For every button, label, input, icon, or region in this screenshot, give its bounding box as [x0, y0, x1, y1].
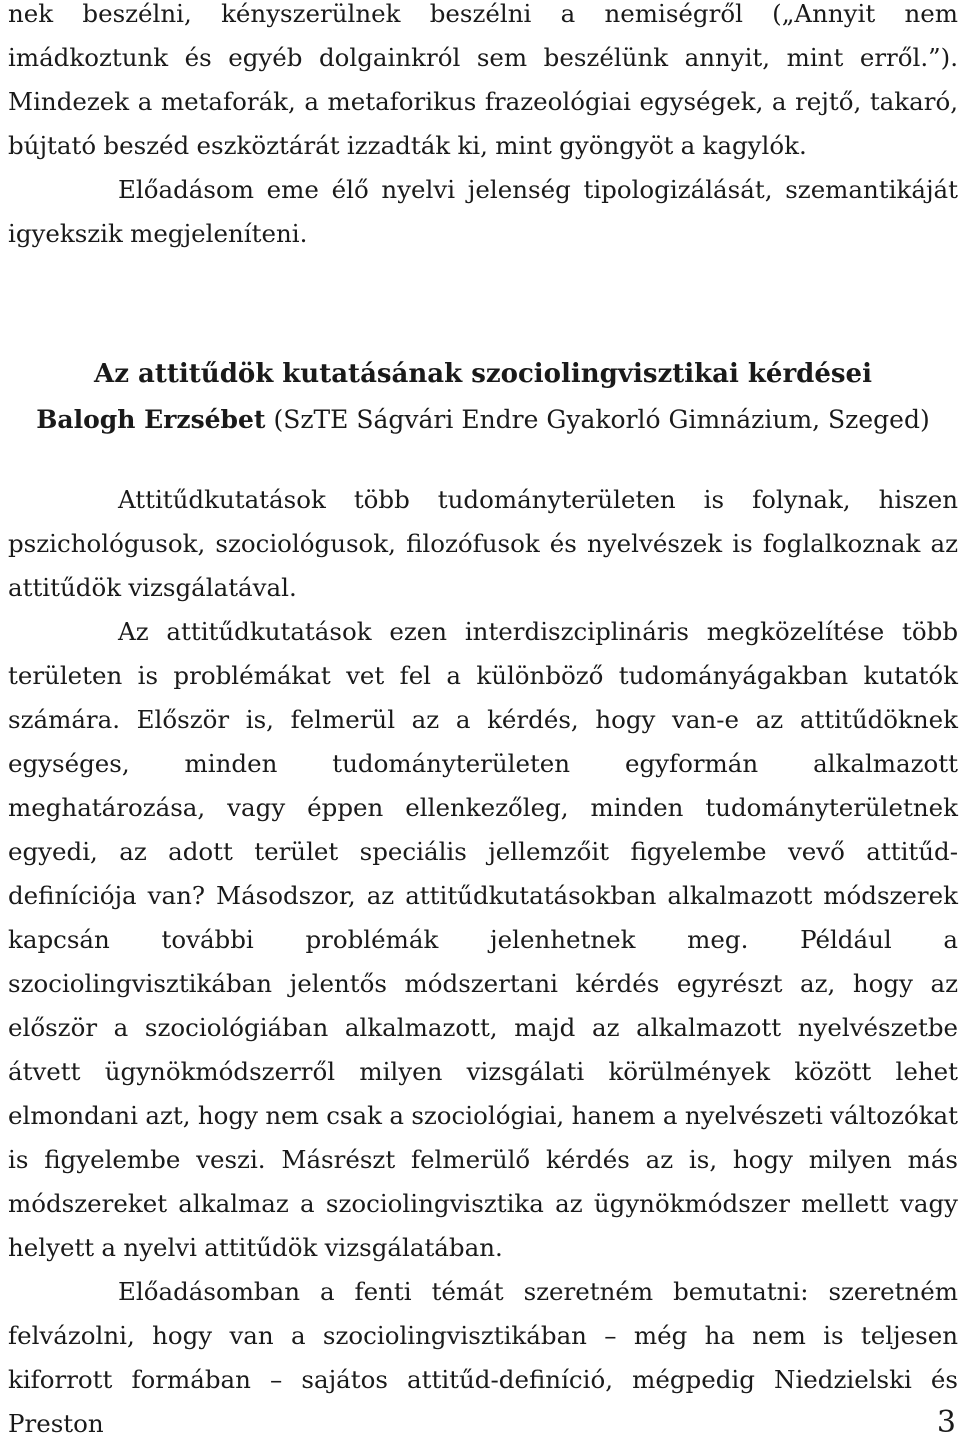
abstract-paragraph-3: Előadásomban a fenti témát szeretném bemutatni: szeretném felvázolni, hogy van a szociolingvisztikában – még ha nem is teljesen kiforrott formában – sajátos attitűd-definíció, mégpedig Niedzielski és Preston: [8, 1277, 958, 1438]
previous-abstract-paragraph-1: nek beszélni, kényszerülnek beszélni a nemiségről („Annyit nem imádkoztunk és egyéb dolgainkról sem beszélünk annyit, mint erről.”). Mindezek a metaforák, a metaforikus frazeológiai egységek, a rejtő, takaró, bújtató beszéd eszköztárát izzadták ki, mint gyöngyöt a kagylók.: [8, 0, 958, 160]
author-line: [8, 398, 958, 442]
previous-abstract-ending: [8, 0, 958, 256]
article-heading: [8, 352, 958, 442]
document-page: [8, 0, 958, 1446]
article-title: Az attitűdök kutatásának szociolingvisztikai kérdései: [94, 359, 872, 389]
abstract-paragraph-1: Attitűdkutatások több tudományterületen is folynak, hiszen pszichológusok, szociológusok, filozófusok és nyelvészek is foglalkoznak az attitűdök vizsgálatával.: [8, 485, 958, 602]
article-abstract: [8, 478, 958, 1446]
author-name: Balogh Erzsébet: [36, 405, 266, 434]
page-number: 3: [936, 1405, 956, 1440]
previous-abstract-paragraph-2: Előadásom eme élő nyelvi jelenség tipologizálását, szemantikáját igyekszik megjeleníteni.: [8, 175, 958, 248]
abstract-paragraph-2: Az attitűdkutatások ezen interdiszciplináris megközelítése több területen is problémákat vet fel a különböző tudományágakban kutatók számára. Először is, felmerül az a kérdés, hogy van-e az attitűdöknek egységes, minden tudományterületen egyformán alkalmazott meghatározása, vagy éppen ellenkezőleg, minden tudományterületnek egyedi, az adott terület speciális jellemzőit figyelembe vevő attitűd-definíciója van? Másodszor, az attitűdkutatásokban alkalmazott módszerek kapcsán további problémák jelenhetnek meg. Például a szociolingvisztikában jelentős módszertani kérdés egyrészt az, hogy az először a szociológiában alkalmazott, majd az alkalmazott nyelvészetbe átvett ügynökmódszerről milyen vizsgálati körülmények között lehet elmondani azt, hogy nem csak a szociológiai, hanem a nyelvészeti változókat is figyelembe veszi. Másrészt felmerülő kérdés az is, hogy milyen más módszereket alkalmaz a szociolingvisztika az ügynökmódszer mellett vagy helyett a nyelvi attitűdök vizsgálatában.: [8, 617, 958, 1262]
author-affiliation: (SzTE Ságvári Endre Gyakorló Gimnázium, Szeged): [273, 405, 930, 434]
